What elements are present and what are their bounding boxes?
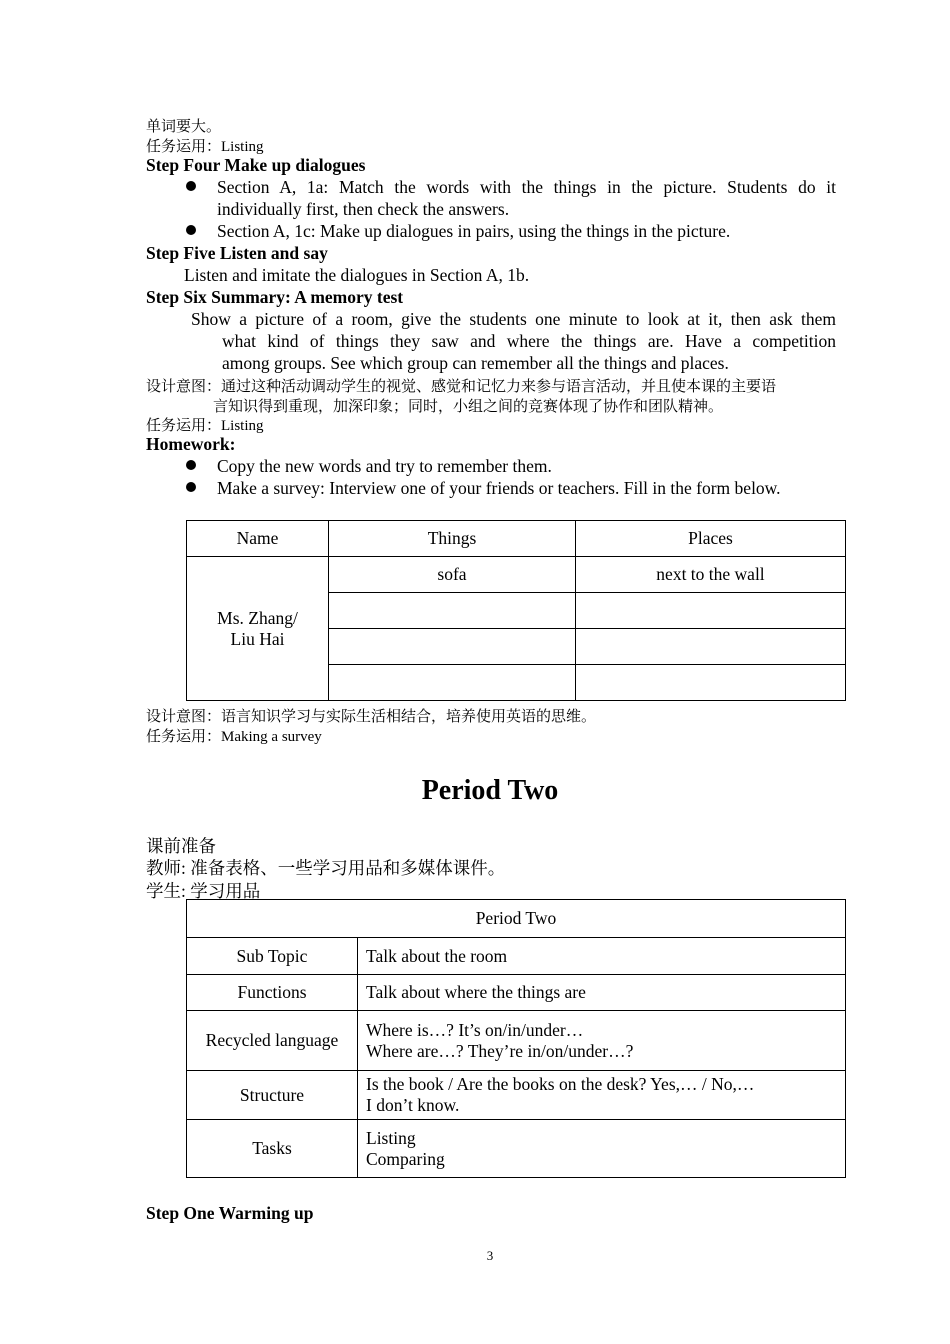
- header-name: Name: [187, 521, 329, 557]
- task-note: 任务运用：Listing: [146, 418, 264, 434]
- plan-label: Sub Topic: [187, 938, 358, 975]
- header-places: Places: [576, 521, 846, 557]
- plan-value-line: Comparing: [366, 1148, 445, 1169]
- empty-cell: [576, 593, 846, 629]
- plan-value: [358, 1011, 846, 1071]
- survey-name-line: Liu Hai: [230, 628, 285, 649]
- task-note: 任务运用：Listing: [146, 139, 264, 155]
- plan-label: Tasks: [187, 1120, 358, 1178]
- student-prep: 学生: 学习用品: [146, 881, 261, 901]
- homework-heading: Homework:: [146, 434, 236, 454]
- step-five-text: Listen and imitate the dialogues in Section A, 1b.: [184, 265, 530, 285]
- step-four-bullet-2: Section A, 1c: Make up dialogues in pairs, using the things in the picture.: [217, 221, 731, 241]
- design-intent-cont: 言知识得到重现，加深印象；同时，小组之间的竞赛体现了协作和团队精神。: [213, 399, 724, 415]
- plan-value-line: Listing: [366, 1127, 416, 1148]
- empty-cell: [329, 665, 576, 701]
- homework-item-2: Make a survey: Interview one of your friends or teachers. Fill in the form below.: [217, 478, 781, 498]
- bullet-icon: [186, 482, 196, 492]
- plan-value: [358, 1071, 846, 1120]
- step-five-heading: Step Five Listen and say: [146, 243, 328, 263]
- step-four-bullet-1-cont: individually first, then check the answers.: [217, 199, 510, 219]
- plan-value-line: Where are…? They’re in/on/under…?: [366, 1040, 634, 1061]
- bullet-icon: [186, 181, 196, 191]
- step-one-heading: Step One Warming up: [146, 1203, 314, 1223]
- empty-cell: [329, 593, 576, 629]
- plan-value-line: I don’t know.: [366, 1095, 460, 1115]
- plan-label: Recycled language: [187, 1011, 358, 1071]
- survey-thing-cell: sofa: [329, 557, 576, 593]
- plan-value-line: Talk about the room: [366, 945, 508, 966]
- page-number: 3: [486, 1248, 494, 1263]
- plan-value-line: Talk about where the things are: [366, 982, 586, 1002]
- lesson-plan-table: [186, 899, 846, 1178]
- empty-cell: [576, 665, 846, 701]
- header-things: Things: [329, 521, 576, 557]
- plan-label: Structure: [187, 1071, 358, 1120]
- period-two-title: Period Two: [421, 775, 559, 806]
- task-note: 任务运用：Making a survey: [146, 729, 322, 745]
- step-four-heading: Step Four Make up dialogues: [146, 155, 366, 175]
- plan-label: Functions: [187, 975, 358, 1011]
- bullet-icon: [186, 225, 196, 235]
- survey-place-cell: next to the wall: [576, 557, 846, 593]
- prep-heading: 课前准备: [146, 836, 216, 856]
- continued-text: 单词要大。: [146, 119, 222, 135]
- step-six-heading: Step Six Summary: A memory test: [146, 287, 404, 307]
- survey-name-line: Ms. Zhang/: [217, 607, 298, 628]
- survey-name-cell: [187, 557, 329, 701]
- design-intent: 设计意图：通过这种活动调动学生的视觉、感觉和记忆力来参与语言活动，并且使本课的主要语: [146, 379, 777, 395]
- plan-value: [358, 1120, 846, 1178]
- homework-item-1: Copy the new words and try to remember them.: [217, 456, 552, 476]
- bullet-icon: [186, 460, 196, 470]
- plan-caption: Period Two: [187, 900, 846, 938]
- design-intent: 设计意图：语言知识学习与实际生活相结合，培养使用英语的思维。: [146, 709, 597, 725]
- plan-value-line: Is the book / Are the books on the desk? Yes,… / No,…: [366, 1074, 755, 1094]
- plan-value: [358, 938, 846, 975]
- empty-cell: [576, 629, 846, 665]
- step-six-text-3: among groups. See which group can remember all the things and places.: [222, 353, 729, 373]
- plan-value: [358, 975, 846, 1011]
- teacher-prep: 教师: 准备表格、一些学习用品和多媒体课件。: [146, 858, 506, 878]
- step-six-text-2: what kind of things they saw and where the things are. Have a competition: [222, 331, 836, 351]
- plan-value-line: Where is…? It’s on/in/under…: [366, 1019, 584, 1040]
- step-four-bullet-1: Section A, 1a: Match the words with the things in the picture. Students do it: [217, 177, 836, 197]
- step-six-text-1: Show a picture of a room, give the students one minute to look at it, then ask them: [191, 309, 836, 329]
- survey-table: [186, 520, 846, 701]
- empty-cell: [329, 629, 576, 665]
